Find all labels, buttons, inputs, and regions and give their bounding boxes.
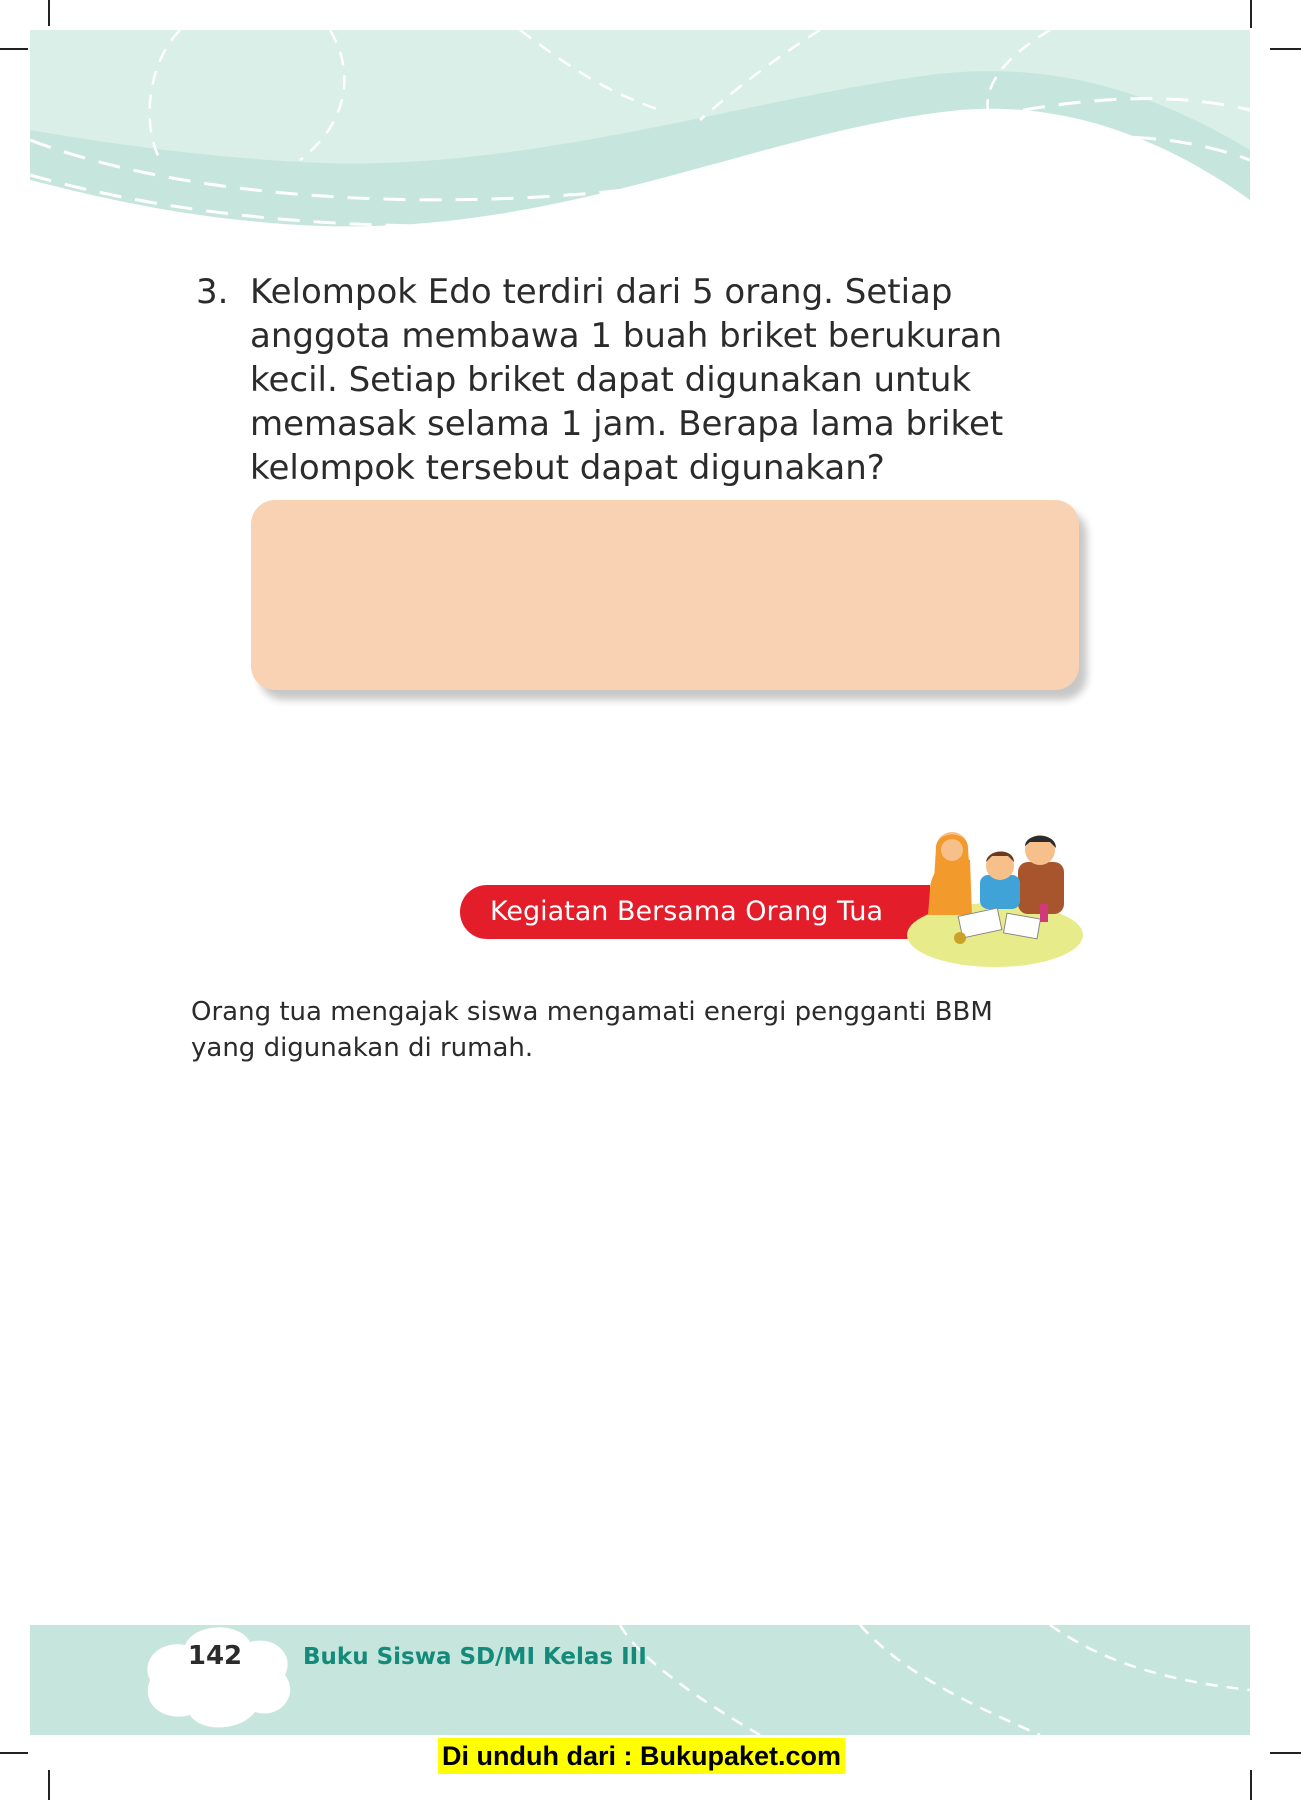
book-title: Buku Siswa SD/MI Kelas III	[303, 1644, 647, 1670]
question-text	[250, 270, 1050, 490]
question-number: 3.	[196, 272, 229, 312]
activity-description	[191, 994, 1091, 1066]
question-line: Kelompok Edo terdiri dari 5 orang. Setiap	[250, 272, 953, 312]
activity-line: Orang tua mengajak siswa mengamati energi pengganti BBM	[191, 997, 993, 1027]
question-line: kelompok tersebut dapat digunakan?	[250, 448, 885, 488]
header-wave-decoration	[0, 0, 1301, 260]
activity-label: Kegiatan Bersama Orang Tua	[460, 885, 930, 939]
page-number: 142	[187, 1641, 243, 1671]
download-source-note: Di unduh dari : Bukupaket.com	[438, 1738, 845, 1774]
question-line: memasak selama 1 jam. Berapa lama briket	[250, 404, 1004, 444]
answer-box[interactable]	[251, 500, 1079, 690]
question-line: anggota membawa 1 buah briket berukuran	[250, 316, 1003, 356]
family-illustration	[900, 820, 1090, 970]
question-line: kecil. Setiap briket dapat digunakan untuk	[250, 360, 972, 400]
activity-line: yang digunakan di rumah.	[191, 1033, 534, 1063]
